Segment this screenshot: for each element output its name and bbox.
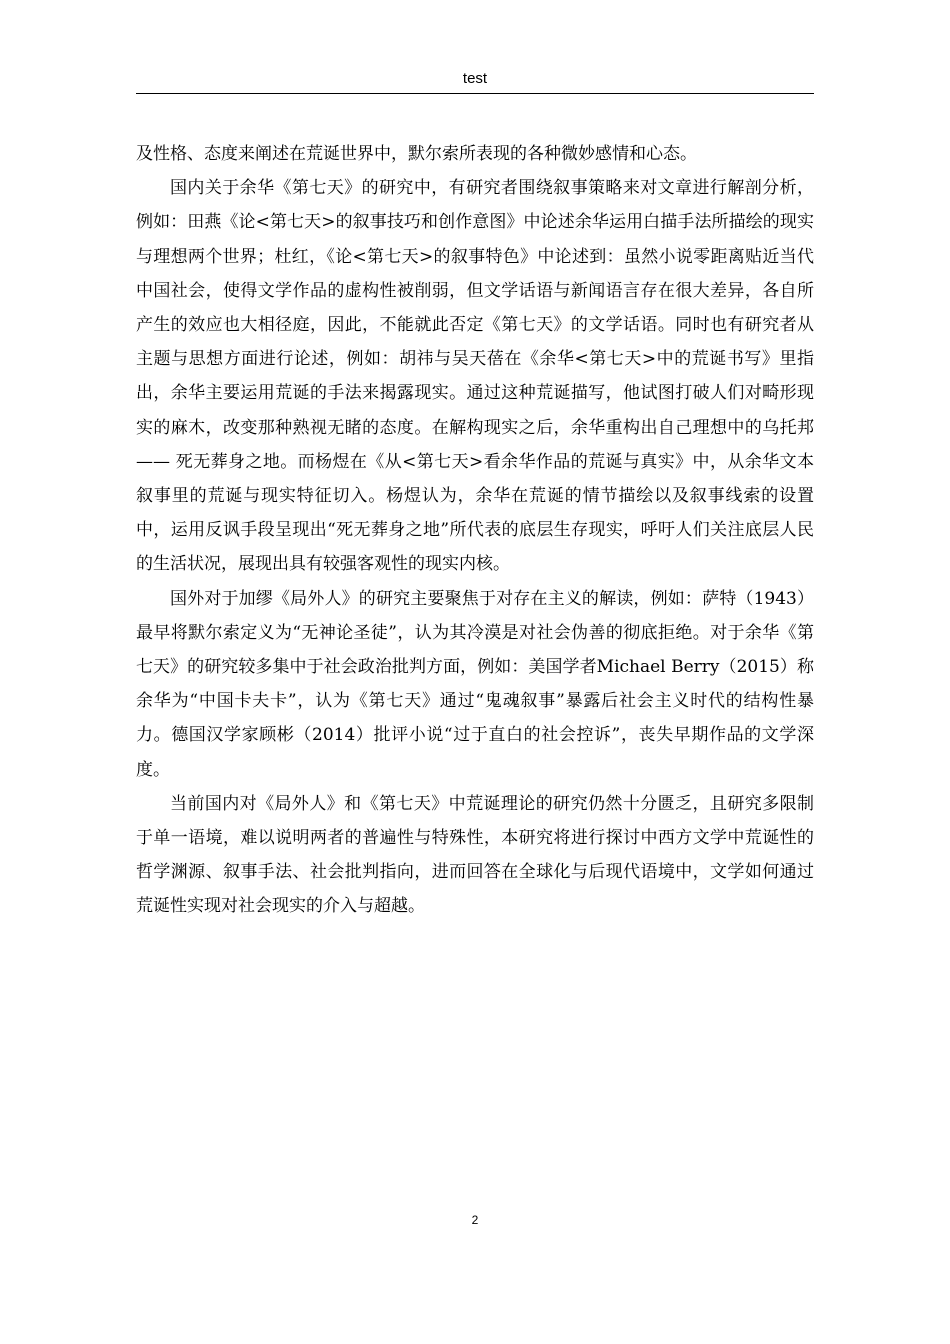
paragraph-domestic-research: 国内关于余华《第七天》的研究中，有研究者围绕叙事策略来对文章进行解剖分析，例如：田燕《论<第七天>的叙事技巧和创作意图》中论述余华运用白描手法所描绘的现实与理想两个世界；杜红，《论<第七天>的叙事特色》中论述到：虽然小说零距离贴近当代中国社会，使得文学作品的虚构性被削弱，但文学话语与新闻语言存在很大差异，各自所产生的效应也大相径庭，因此，不能就此否定《第七天》的文学话语。同时也有研究者从主题与思想方面进行论述，例如：胡祎与吴天蓓在《余华<第七天>中的荒诞书写》里指出，余华主要运用荒诞的手法来揭露现实。通过这种荒诞描写，他试图打破人们对畸形现实的麻木，改变那种熟视无睹的态度。在解构现实之后，余华重构出自己理想中的乌托邦 —— 死无葬身之地。而杨煜在《从<第七天>看余华作品的荒诞与真实》中，从余华文本叙事里的荒诞与现实特征切入。杨煜认为，余华在荒诞的情节描绘以及叙事线索的设置中，运用反讽手段呈现出“死无葬身之地”所代表的底层生存现实，呼吁人们关注底层人民的生活状况，展现出具有较强客观性的现实内核。 <box>136 178 814 575</box>
page-number: 2 <box>471 1213 479 1227</box>
paragraph-research-summary: 当前国内对《局外人》和《第七天》中荒诞理论的研究仍然十分匮乏，且研究多限制于单一语境，难以说明两者的普遍性与特殊性，本研究将进行探讨中西方文学中荒诞性的哲学渊源、叙事手法、社会批判指向，进而回答在全球化与后现代语境中，文学如何通过荒诞性实现对社会现实的介入与超越。 <box>136 793 814 917</box>
page-header: test <box>462 70 488 87</box>
paragraph-foreign-research: 国外对于加缪《局外人》的研究主要聚焦于对存在主义的解读，例如：萨特（1943）最早将默尔索定义为“无神论圣徒”，认为其冷漠是对社会伪善的彻底拒绝。对于余华《第七天》的研究较多集中于社会政治批判方面，例如：美国学者Michael Berry（2015）称余华为“中国卡夫卡”，认为《第七天》通过“鬼魂叙事”暴露后社会主义时代的结构性暴力。德国汉学家顾彬（2014）批评小说“过于直白的社会控诉”，丧失早期作品的文学深度。 <box>136 588 814 780</box>
paragraph-continuation: 及性格、态度来阐述在荒诞世界中，默尔索所表现的各种微妙感情和心态。 <box>136 144 697 164</box>
body-text <box>136 137 814 924</box>
header-divider <box>136 93 814 94</box>
